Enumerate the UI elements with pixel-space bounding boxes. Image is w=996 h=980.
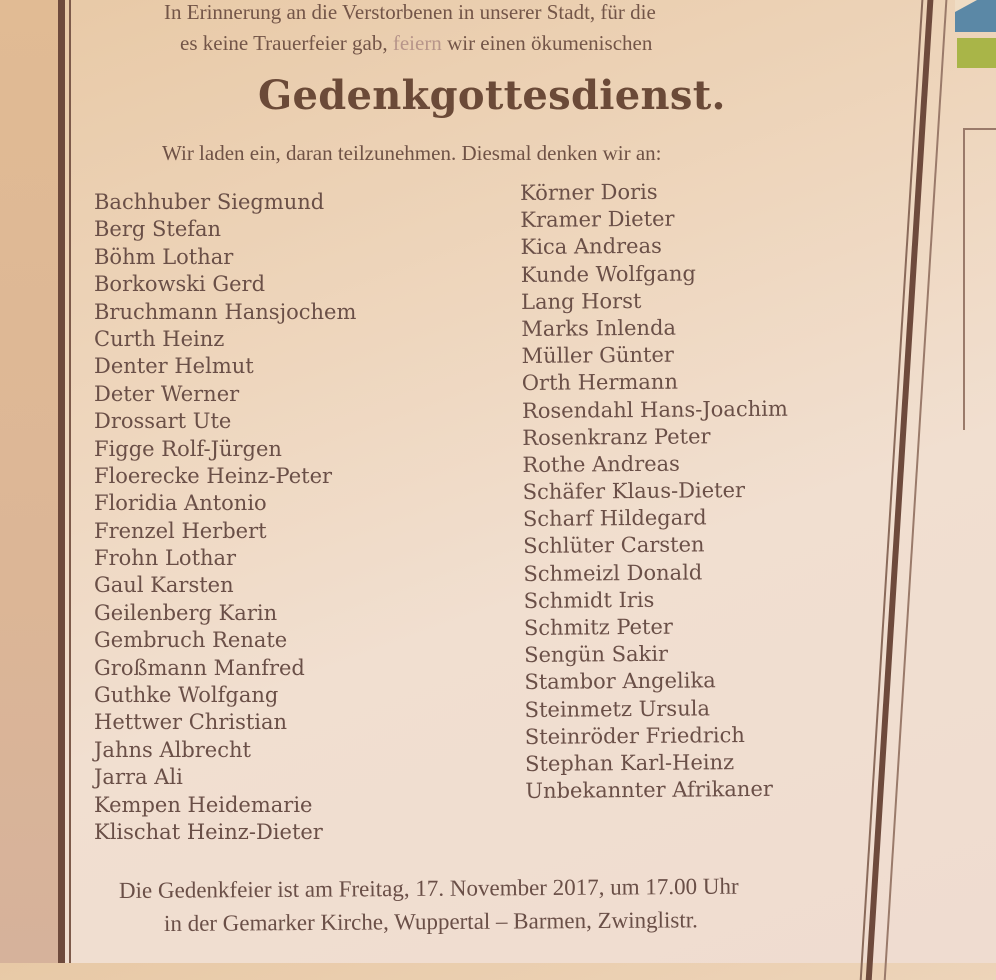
name-entry: Scharf Hildegard xyxy=(522,505,707,532)
name-entry: Gembruch Renate xyxy=(94,628,288,653)
event-date-line: Die Gedenkfeier ist am Freitag, 17. November 2017, um 17.00 Uhr xyxy=(118,873,739,903)
intro-faded-word: feiern xyxy=(392,31,442,55)
notice-border-left-thick xyxy=(58,0,65,963)
name-entry: Rosendahl Hans-Joachim xyxy=(521,396,788,423)
name-entry: Böhm Lothar xyxy=(94,244,234,269)
name-entry: Schmidt Iris xyxy=(523,587,655,613)
name-entry: Floerecke Heinz-Peter xyxy=(94,463,333,488)
intro-line-2 xyxy=(180,27,652,59)
name-entry: Rothe Andreas xyxy=(522,451,681,477)
name-entry: Denter Helmut xyxy=(94,354,254,379)
name-entry: Borkowski Gerd xyxy=(94,272,266,297)
name-entry: Marks Inlenda xyxy=(521,315,677,341)
newspaper-margin-left xyxy=(0,0,58,963)
name-entry: Unbekannter Afrikaner xyxy=(525,776,773,804)
name-entry: Körner Doris xyxy=(520,179,658,205)
name-entry: Kica Andreas xyxy=(520,234,662,260)
name-entry: Drossart Ute xyxy=(94,409,232,434)
name-entry: Schmitz Peter xyxy=(523,614,674,640)
name-entry: Frenzel Herbert xyxy=(94,518,267,543)
intro-line-1: In Erinnerung an die Verstorbenen in unserer Stadt, für die xyxy=(164,0,656,24)
name-entry: Berg Stefan xyxy=(94,217,222,242)
name-entry: Kunde Wolfgang xyxy=(520,261,696,287)
name-entry: Stambor Angelika xyxy=(524,668,716,695)
name-entry: Geilenberg Karin xyxy=(94,600,278,625)
name-entry: Jahns Albrecht xyxy=(94,737,251,762)
name-entry: Müller Günter xyxy=(521,342,674,369)
adjacent-ad-frame xyxy=(963,128,996,430)
names-list-right xyxy=(520,178,791,806)
name-entry: Deter Werner xyxy=(94,381,240,406)
name-entry: Gaul Karsten xyxy=(94,573,234,598)
adjacent-ad-green-block xyxy=(957,38,996,68)
name-entry: Lang Horst xyxy=(520,288,642,314)
name-entry: Frohn Lothar xyxy=(94,546,237,571)
name-entry: Schäfer Klaus-Dieter xyxy=(522,478,746,505)
name-entry: Steinröder Friedrich xyxy=(524,722,745,749)
name-entry: Hettwer Christian xyxy=(94,710,288,735)
name-entry: Kramer Dieter xyxy=(520,206,675,233)
intro-line-2-end: wir einen ökumenischen xyxy=(441,31,653,55)
memorial-notice xyxy=(72,0,932,963)
notice-border-left-thin xyxy=(69,0,71,963)
name-entry: Curth Heinz xyxy=(94,326,225,351)
name-entry: Großmann Manfred xyxy=(94,655,305,680)
invitation-text: Wir laden ein, daran teilzunehmen. Diesmal denken wir an: xyxy=(162,141,662,165)
name-entry: Bruchmann Hansjochem xyxy=(94,299,357,324)
name-entry: Kempen Heidemarie xyxy=(94,792,313,817)
name-entry: Orth Hermann xyxy=(521,369,679,396)
names-list-left xyxy=(94,189,356,846)
name-entry: Stephan Karl-Heinz xyxy=(524,750,735,776)
name-entry: Schmeizl Donald xyxy=(523,560,703,586)
name-entry: Rosenkranz Peter xyxy=(522,424,711,450)
name-entry: Figge Rolf-Jürgen xyxy=(94,436,282,461)
name-entry: Bachhuber Siegmund xyxy=(94,190,325,214)
name-entry: Jarra Ali xyxy=(94,765,183,790)
name-entry: Steinmetz Ursula xyxy=(524,695,711,722)
notice-title: Gedenkgottesdienst. xyxy=(258,72,726,119)
name-entry: Klischat Heinz-Dieter xyxy=(94,819,323,844)
event-location-line: in der Gemarker Kirche, Wuppertal – Barmen, Zwinglistr. xyxy=(163,907,698,936)
name-entry: Floridia Antonio xyxy=(94,491,267,516)
name-entry: Guthke Wolfgang xyxy=(94,683,279,708)
intro-line-2-start: es keine Trauerfeier gab, xyxy=(180,31,393,55)
name-entry: Schlüter Carsten xyxy=(523,532,705,559)
name-entry: Sengün Sakir xyxy=(524,641,669,668)
